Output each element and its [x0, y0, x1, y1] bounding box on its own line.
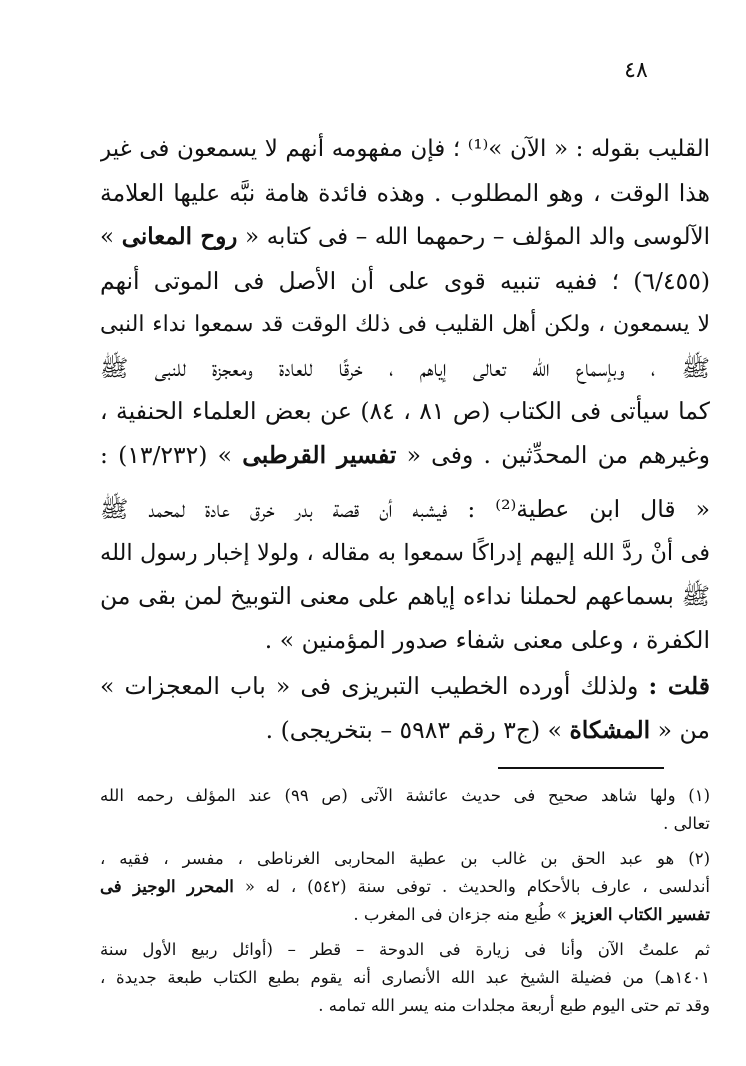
footnote-separator — [498, 767, 664, 769]
text-line: هذا الوقت ، وهو المطلوب . وهذه فائدة هامة نبَّه عليها العلامة — [100, 178, 710, 207]
footnote-line: ١٤٠١هـ) من فضيلة الشيخ عبد الله الأنصارى أنه يقوم بطبع الكتاب طبعة جديدة ، — [100, 968, 710, 987]
footnote-2 — [100, 845, 710, 929]
paragraph-2 — [100, 488, 710, 662]
paragraph-1 — [100, 128, 710, 477]
footnote-line: (٢) هو عبد الحق بن غالب بن عطية المحاربى الغرناطى ، مفسر ، فقيه ، — [100, 849, 710, 868]
footnote-line: وقد تم حتى اليوم طبع أربعة مجلدات منه يسر الله تمامه . — [318, 996, 710, 1015]
text-line: وغيرهم من المحدِّثين . وفى « تفسير القرطبى » (١٣/٢٣٢) : — [100, 440, 710, 469]
footnote-1 — [100, 782, 710, 838]
text-line: الكفرة ، وعلى معنى شفاء صدور المؤمنين » . — [264, 625, 710, 654]
text-line: قلت : ولذلك أورده الخطيب التبريزى فى « باب المعجزات » — [100, 672, 710, 700]
footnote-line: تعالى . — [663, 814, 710, 833]
text-line: لا يسمعون ، ولكن أهل القليب فى ذلك الوقت قد سمعوا نداء النبى — [100, 312, 710, 337]
text-line: فى أنْ ردَّ الله إليهم إدراكًا سمعوا به مقاله ، ولولا إخبار رسول الله — [100, 539, 710, 566]
footnotes — [100, 782, 710, 1027]
footnote-note — [100, 936, 710, 1020]
text-line: ﷺ بسماعهم لحملنا نداءه إياهم على معنى التوبيخ لمن بقى من — [100, 582, 710, 610]
footnote-line: ثم علمتُ الآن وأنا فى زيارة فى الدوحة – قطر – (أوائل ربيع الأول سنة — [100, 940, 710, 959]
text-line: القليب بقوله : « الآن »⁽¹⁾ ؛ فإن مفهومه أنهم لا يسمعون فى غير — [100, 136, 710, 162]
footnote-line: (١) ولها شاهد صحيح فى حديث عائشة الآتى (ص ٩٩) عند المؤلف رحمه الله — [100, 786, 710, 805]
paragraph-3 — [100, 665, 710, 752]
page-number: ٤٨ — [624, 58, 648, 83]
text-line: الآلوسى والد المؤلف – رحمهما الله – فى كتابه « روح المعانى » — [100, 223, 710, 250]
footnote-line: أندلسى ، عارف بالأحكام والحديث . توفى سنة (٥٤٢) ، له « المحرر الوجيز فى — [100, 877, 710, 896]
text-line: « قال ابن عطية⁽²⁾ : فيشبه أن قصة بدر خرق عادة لمحمد ﷺ — [100, 495, 710, 523]
footnote-line: تفسير الكتاب العزيز » طُبع منه جزءان فى المغرب . — [353, 905, 710, 924]
text-line: من « المشكاة » (ج٣ رقم ٥٩٨٣ – بتخريجى) . — [265, 715, 710, 744]
text-line: ﷺ ، وبإسماع الله تعالى إياهم ، خرقًا للعادة ومعجزة للنبى ﷺ — [100, 353, 710, 382]
text-line: كما سيأتى فى الكتاب (ص ٨١ ، ٨٤) عن بعض العلماء الحنفية ، — [100, 397, 710, 425]
text-line: (٦/٤٥٥) ؛ ففيه تنبيه قوى على أن الأصل فى الموتى أنهم — [100, 266, 710, 295]
